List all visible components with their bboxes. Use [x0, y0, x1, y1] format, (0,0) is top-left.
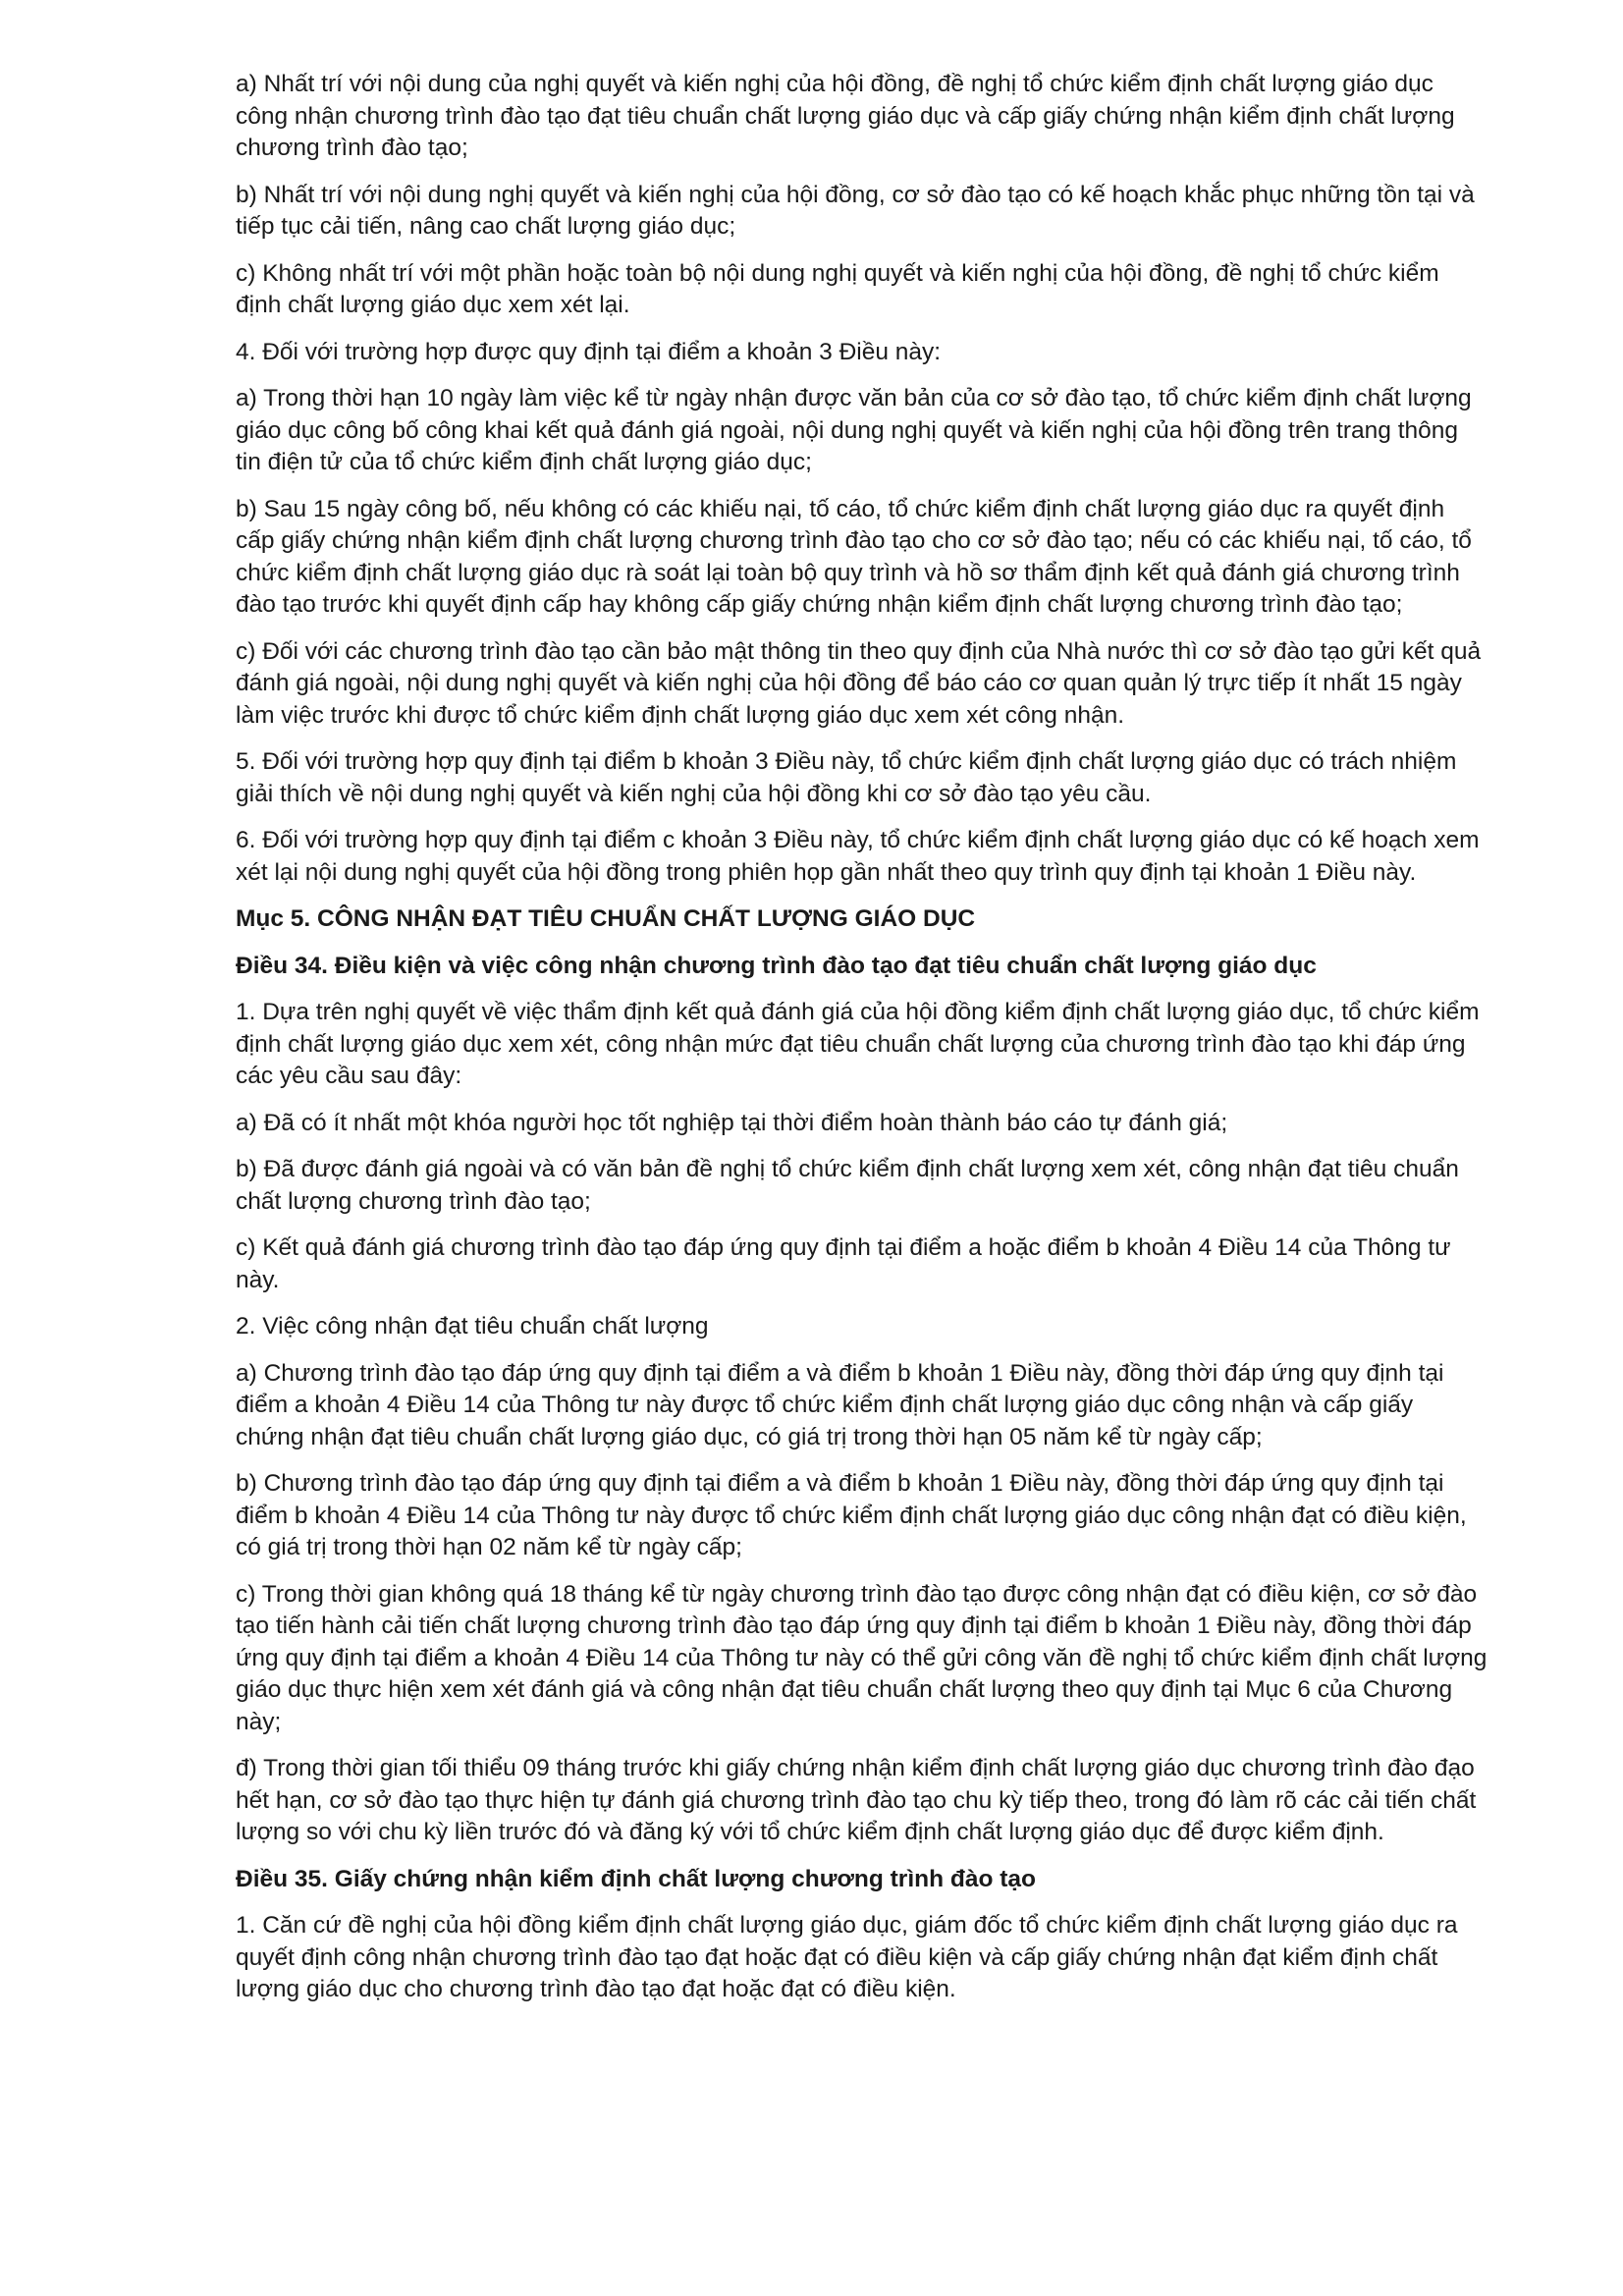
paragraph-3a: a) Nhất trí với nội dung của nghị quyết và kiến nghị của hội đồng, đề nghị tổ chức kiểm định chất lượng giáo dục công nhận chương trình đào tạo đạt tiêu chuẩn chất lượng giáo dục và cấp giấy chứng nhận kiểm định chất lượng chương trình đào tạo; — [236, 71, 1455, 161]
paragraph-34-1a: a) Đã có ít nhất một khóa người học tốt nghiệp tại thời điểm hoàn thành báo cáo tự đánh giá; — [236, 1109, 1228, 1136]
paragraph-34-1c: c) Kết quả đánh giá chương trình đào tạo đáp ứng quy định tại điểm a hoặc điểm b khoản 4 Điều 14 của Thông tư này. — [236, 1234, 1451, 1293]
paragraph-4: 4. Đối với trường hợp được quy định tại điểm a khoản 3 Điều này: — [236, 338, 942, 365]
paragraph-3b: b) Nhất trí với nội dung nghị quyết và kiến nghị của hội đồng, cơ sở đào tạo có kế hoạch khắc phục những tồn tại và tiếp tục cải tiến, nâng cao chất lượng giáo dục; — [236, 181, 1475, 240]
paragraph-34-2: 2. Việc công nhận đạt tiêu chuẩn chất lượng — [236, 1313, 709, 1339]
paragraph-34-2a: a) Chương trình đào tạo đáp ứng quy định tại điểm a và điểm b khoản 1 Điều này, đồng thời đáp ứng quy định tại điểm a khoản 4 Điều 14 của Thông tư này được tổ chức kiểm định chất lượng giáo dục công nhận và cấp giấy chứng nhận đạt tiêu chuẩn chất lượng giáo dục, có giá trị trong thời hạn 05 năm kể từ ngày cấp; — [236, 1359, 1444, 1450]
section-heading-muc-5: Mục 5. CÔNG NHẬN ĐẠT TIÊU CHUẨN CHẤT LƯỢNG GIÁO DỤC — [236, 905, 976, 932]
paragraph-34-2b: b) Chương trình đào tạo đáp ứng quy định tại điểm a và điểm b khoản 1 Điều này, đồng thời đáp ứng quy định tại điểm b khoản 4 Điều 14 của Thông tư này được tổ chức kiểm định chất lượng giáo dục công nhận đạt có điều kiện, có giá trị trong thời hạn 02 năm kể từ ngày cấp; — [236, 1470, 1467, 1560]
document-page — [236, 69, 1488, 2021]
paragraph-4b: b) Sau 15 ngày công bố, nếu không có các khiếu nại, tố cáo, tổ chức kiểm định chất lượng giáo dục ra quyết định cấp giấy chứng nhận kiểm định chất lượng chương trình đào tạo cho cơ sở đào tạo; nếu có các khiếu nại, tố cáo, tổ chức kiểm định chất lượng giáo dục rà soát lại toàn bộ quy trình và hồ sơ thẩm định kết quả đánh giá chương trình đào tạo trước khi quyết định cấp hay không cấp giấy chứng nhận kiểm định chất lượng chương trình đào tạo; — [236, 495, 1472, 618]
paragraph-34-2c: c) Trong thời gian không quá 18 tháng kể từ ngày chương trình đào tạo được công nhận đạt có điều kiện, cơ sở đào tạo tiến hành cải tiến chất lượng chương trình đào tạo đáp ứng quy định tại điểm b khoản 1 Điều này, đồng thời đáp ứng quy định tại điểm a khoản 4 Điều 14 của Thông tư này có thể gửi công văn đề nghị tổ chức kiểm định chất lượng giáo dục thực hiện xem xét đánh giá và công nhận đạt tiêu chuẩn chất lượng theo quy định tại Mục 6 của Chương này; — [236, 1580, 1488, 1735]
paragraph-6: 6. Đối với trường hợp quy định tại điểm c khoản 3 Điều này, tổ chức kiểm định chất lượng giáo dục có kế hoạch xem xét lại nội dung nghị quyết của hội đồng trong phiên họp gần nhất theo quy trình quy định tại khoản 1 Điều này. — [236, 827, 1480, 886]
paragraph-34-2d: đ) Trong thời gian tối thiểu 09 tháng trước khi giấy chứng nhận kiểm định chất lượng giáo dục chương trình đào đạo hết hạn, cơ sở đào tạo thực hiện tự đánh giá chương trình đào tạo chu kỳ tiếp theo, trong đó làm rõ các cải tiến chất lượng so với chu kỳ liền trước đó và đăng ký với tổ chức kiểm định chất lượng giáo dục để được kiểm định. — [236, 1755, 1477, 1845]
paragraph-35-1: 1. Căn cứ đề nghị của hội đồng kiểm định chất lượng giáo dục, giám đốc tổ chức kiểm định chất lượng giáo dục ra quyết định công nhận chương trình đào tạo đạt hoặc đạt có điều kiện và cấp giấy chứng nhận đạt kiểm định chất lượng giáo dục cho chương trình đào tạo đạt hoặc đạt có điều kiện. — [236, 1912, 1458, 2002]
paragraph-5: 5. Đối với trường hợp quy định tại điểm b khoản 3 Điều này, tổ chức kiểm định chất lượng giáo dục có trách nhiệm giải thích về nội dung nghị quyết và kiến nghị của hội đồng khi cơ sở đào tạo yêu cầu. — [236, 748, 1457, 807]
article-heading-34: Điều 34. Điều kiện và việc công nhận chương trình đào tạo đạt tiêu chuẩn chất lượng giáo dục — [236, 952, 1317, 979]
paragraph-3c: c) Không nhất trí với một phần hoặc toàn bộ nội dung nghị quyết và kiến nghị của hội đồng, đề nghị tổ chức kiểm định chất lượng giáo dục xem xét lại. — [236, 259, 1439, 318]
paragraph-4c: c) Đối với các chương trình đào tạo cần bảo mật thông tin theo quy định của Nhà nước thì cơ sở đào tạo gửi kết quả đánh giá ngoài, nội dung nghị quyết và kiến nghị của hội đồng để báo cáo cơ quan quản lý trực tiếp ít nhất 15 ngày làm việc trước khi được tổ chức kiểm định chất lượng giáo dục xem xét công nhận. — [236, 637, 1482, 729]
article-heading-35: Điều 35. Giấy chứng nhận kiểm định chất lượng chương trình đào tạo — [236, 1865, 1036, 1892]
paragraph-34-1: 1. Dựa trên nghị quyết về việc thẩm định kết quả đánh giá của hội đồng kiểm định chất lượng giáo dục, tổ chức kiểm định chất lượng giáo dục xem xét, công nhận mức đạt tiêu chuẩn chất lượng của chương trình đào tạo khi đáp ứng các yêu cầu sau đây: — [236, 999, 1480, 1089]
paragraph-4a: a) Trong thời hạn 10 ngày làm việc kể từ ngày nhận được văn bản của cơ sở đào tạo, tổ chức kiểm định chất lượng giáo dục công bố công khai kết quả đánh giá ngoài, nội dung nghị quyết và kiến nghị của hội đồng trên trang thông tin điện tử của tổ chức kiểm định chất lượng giáo dục; — [236, 385, 1472, 475]
paragraph-34-1b: b) Đã được đánh giá ngoài và có văn bản đề nghị tổ chức kiểm định chất lượng xem xét, công nhận đạt tiêu chuẩn chất lượng chương trình đào tạo; — [236, 1156, 1459, 1215]
